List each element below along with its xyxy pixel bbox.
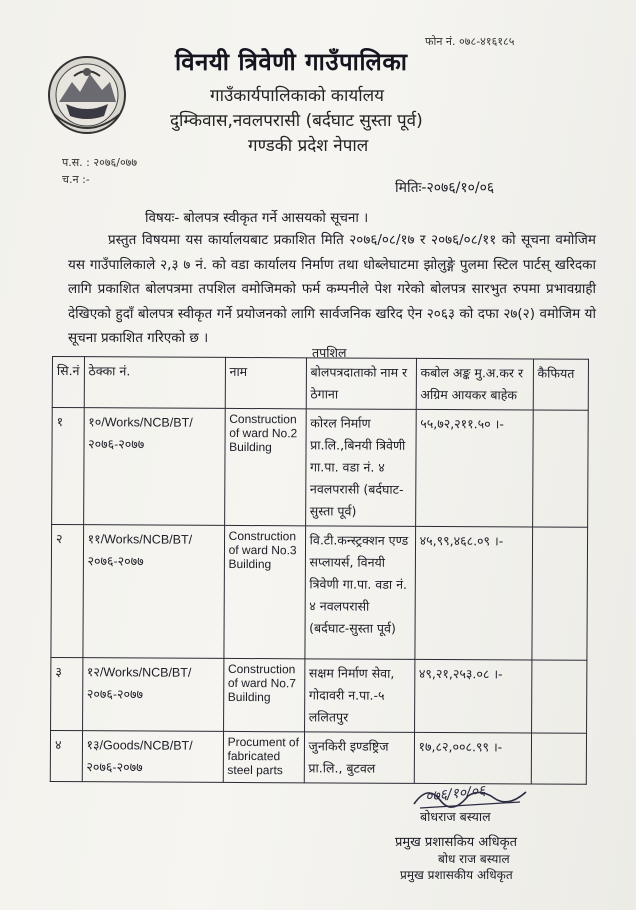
- table-title: तपशिल: [312, 345, 347, 360]
- header-sn: सि.नं: [52, 357, 84, 408]
- row-remarks: [532, 527, 588, 660]
- header-remarks: कैफियत: [533, 359, 588, 410]
- notice-subject: विषयः- बोलपत्र स्वीकृत गर्ने आसयको सूचना ।: [145, 210, 369, 226]
- row-amount: ४५,९९,४६८.०९ ।-: [415, 526, 533, 660]
- row-sn: ४: [50, 730, 82, 781]
- province-name: गण्डकी प्रदेश नेपाल: [248, 136, 369, 156]
- header-contract-no: ठेक्का नं.: [84, 357, 225, 409]
- row-contract-no: ११/Works/NCB/BT/ २०७६-२०७७: [83, 525, 225, 659]
- office-address: दुम्किवास,नवलपरासी (बर्दघाट सुस्ता पूर्व): [170, 111, 423, 131]
- row-bidder: सक्षम निर्माण सेवा, गोदावरी न.पा.-५ ललितपुर: [304, 659, 414, 733]
- row-amount: ४९,२१,२५३.०८ ।-: [414, 659, 531, 733]
- notice-body: [68, 228, 596, 351]
- row-bidder: वि.टी.कन्स्ट्रक्शन एण्ड सप्लायर्स, विनयी त्रिवेणी गा.पा. वडा नं. ४ नवलपरासी (बर्दघाट-सुस्ता पूर्व): [305, 526, 416, 660]
- row-remarks: [531, 660, 586, 733]
- notice-date: मितिः-२०७६/१०/०६: [395, 180, 495, 196]
- stamp-designation: प्रमुख प्रशासकीय अधिकृत: [400, 868, 513, 882]
- row-sn: ३: [51, 657, 83, 730]
- row-amount: १७,८२,००८.९९ ।-: [414, 732, 531, 784]
- table-row: [50, 730, 586, 784]
- stamp-name: बोध राज बस्याल: [438, 852, 510, 866]
- office-name: गाउँकार्यपालिकाको कार्यालय: [210, 86, 385, 106]
- signatory-name: बोधराज बस्याल: [420, 809, 491, 824]
- row-amount: ५५,७२,२११.५० ।-: [415, 409, 533, 527]
- nepal-emblem-icon: [44, 52, 130, 138]
- row-remarks: [531, 733, 586, 784]
- row-name: Procument of fabricated steel parts: [223, 731, 304, 782]
- dispatch-number: च.न :-: [62, 173, 90, 186]
- table-row: [51, 525, 587, 661]
- row-contract-no: १३/Goods/NCB/BT/ २०७६-२०७७: [82, 731, 223, 783]
- header-name: नाम: [225, 357, 306, 408]
- row-name: Construction of ward No.2 Building: [224, 408, 306, 525]
- row-contract-no: १२/Works/NCB/BT/ २०७६-२०७७: [82, 658, 223, 732]
- row-name: Construction of ward No.3 Building: [224, 525, 306, 658]
- notice-body-text: प्रस्तुत विषयमा यस कार्यालयबाट प्रकाशित मिति २०७६/०८/१७ र २०७६/०८/११ को सूचना वमोजिम यस गाउँपालिकाले २,३ ७ नं. को वडा कार्यालय निर्माण तथा धोब्लेघाटमा झोलुङ्गे पुलमा स्टिल पार्टस् खरिदका लागि प्रकाशित बोलपत्रमा तपशिल वमोजिमको फर्म कम्पनीले पेश गरेको बोलपत्र सारभुत रुपमा प्रभावग्राही देखिएको हुदाँ बोलपत्र स्वीकृत गर्ने प्रयोजनको लागि सार्वजनिक खरिद ऐन २०६३ को दफा २७(२) वमोजिम यो सूचना प्रकाशित गरिएको छ ।: [68, 232, 596, 346]
- header-bidder: बोलपत्रदाताको नाम र ठेगाना: [306, 358, 416, 410]
- row-sn: १: [52, 408, 84, 525]
- table-row: [52, 408, 588, 528]
- row-bidder: जुनकिरी इण्डष्ट्रिज प्रा.लि., बुटवल: [304, 732, 414, 784]
- signatory-designation: प्रमुख प्रशासकिय अधिकृत: [395, 835, 518, 850]
- row-name: Construction of ward No.7 Building: [223, 658, 304, 731]
- signature-date: ०७६/१०/०६: [424, 782, 487, 806]
- bid-table: [50, 356, 589, 785]
- table-header-row: [52, 357, 588, 411]
- row-sn: २: [51, 525, 83, 658]
- row-contract-no: १०/Works/NCB/BT/ २०७६-२०७७: [83, 408, 225, 526]
- letter-reference-number: प.स. : २०७६/०७७: [62, 156, 138, 169]
- municipality-title: विनयी त्रिवेणी गाउँपालिका: [175, 48, 408, 76]
- table-row: [51, 657, 587, 733]
- row-remarks: [532, 410, 588, 527]
- phone-number: फोन नं. ०७८-४१६१८५: [425, 35, 515, 48]
- row-bidder: कोरल निर्माण प्रा.लि.,बिनयी त्रिवेणी गा.पा. वडा नं. ४ नवलपरासी (बर्दघाट-सुस्ता पूर्व): [305, 409, 416, 527]
- header-amount: कबोल अङ्क मु.अ.कर र अग्रिम आयकर बाहेक: [416, 358, 533, 410]
